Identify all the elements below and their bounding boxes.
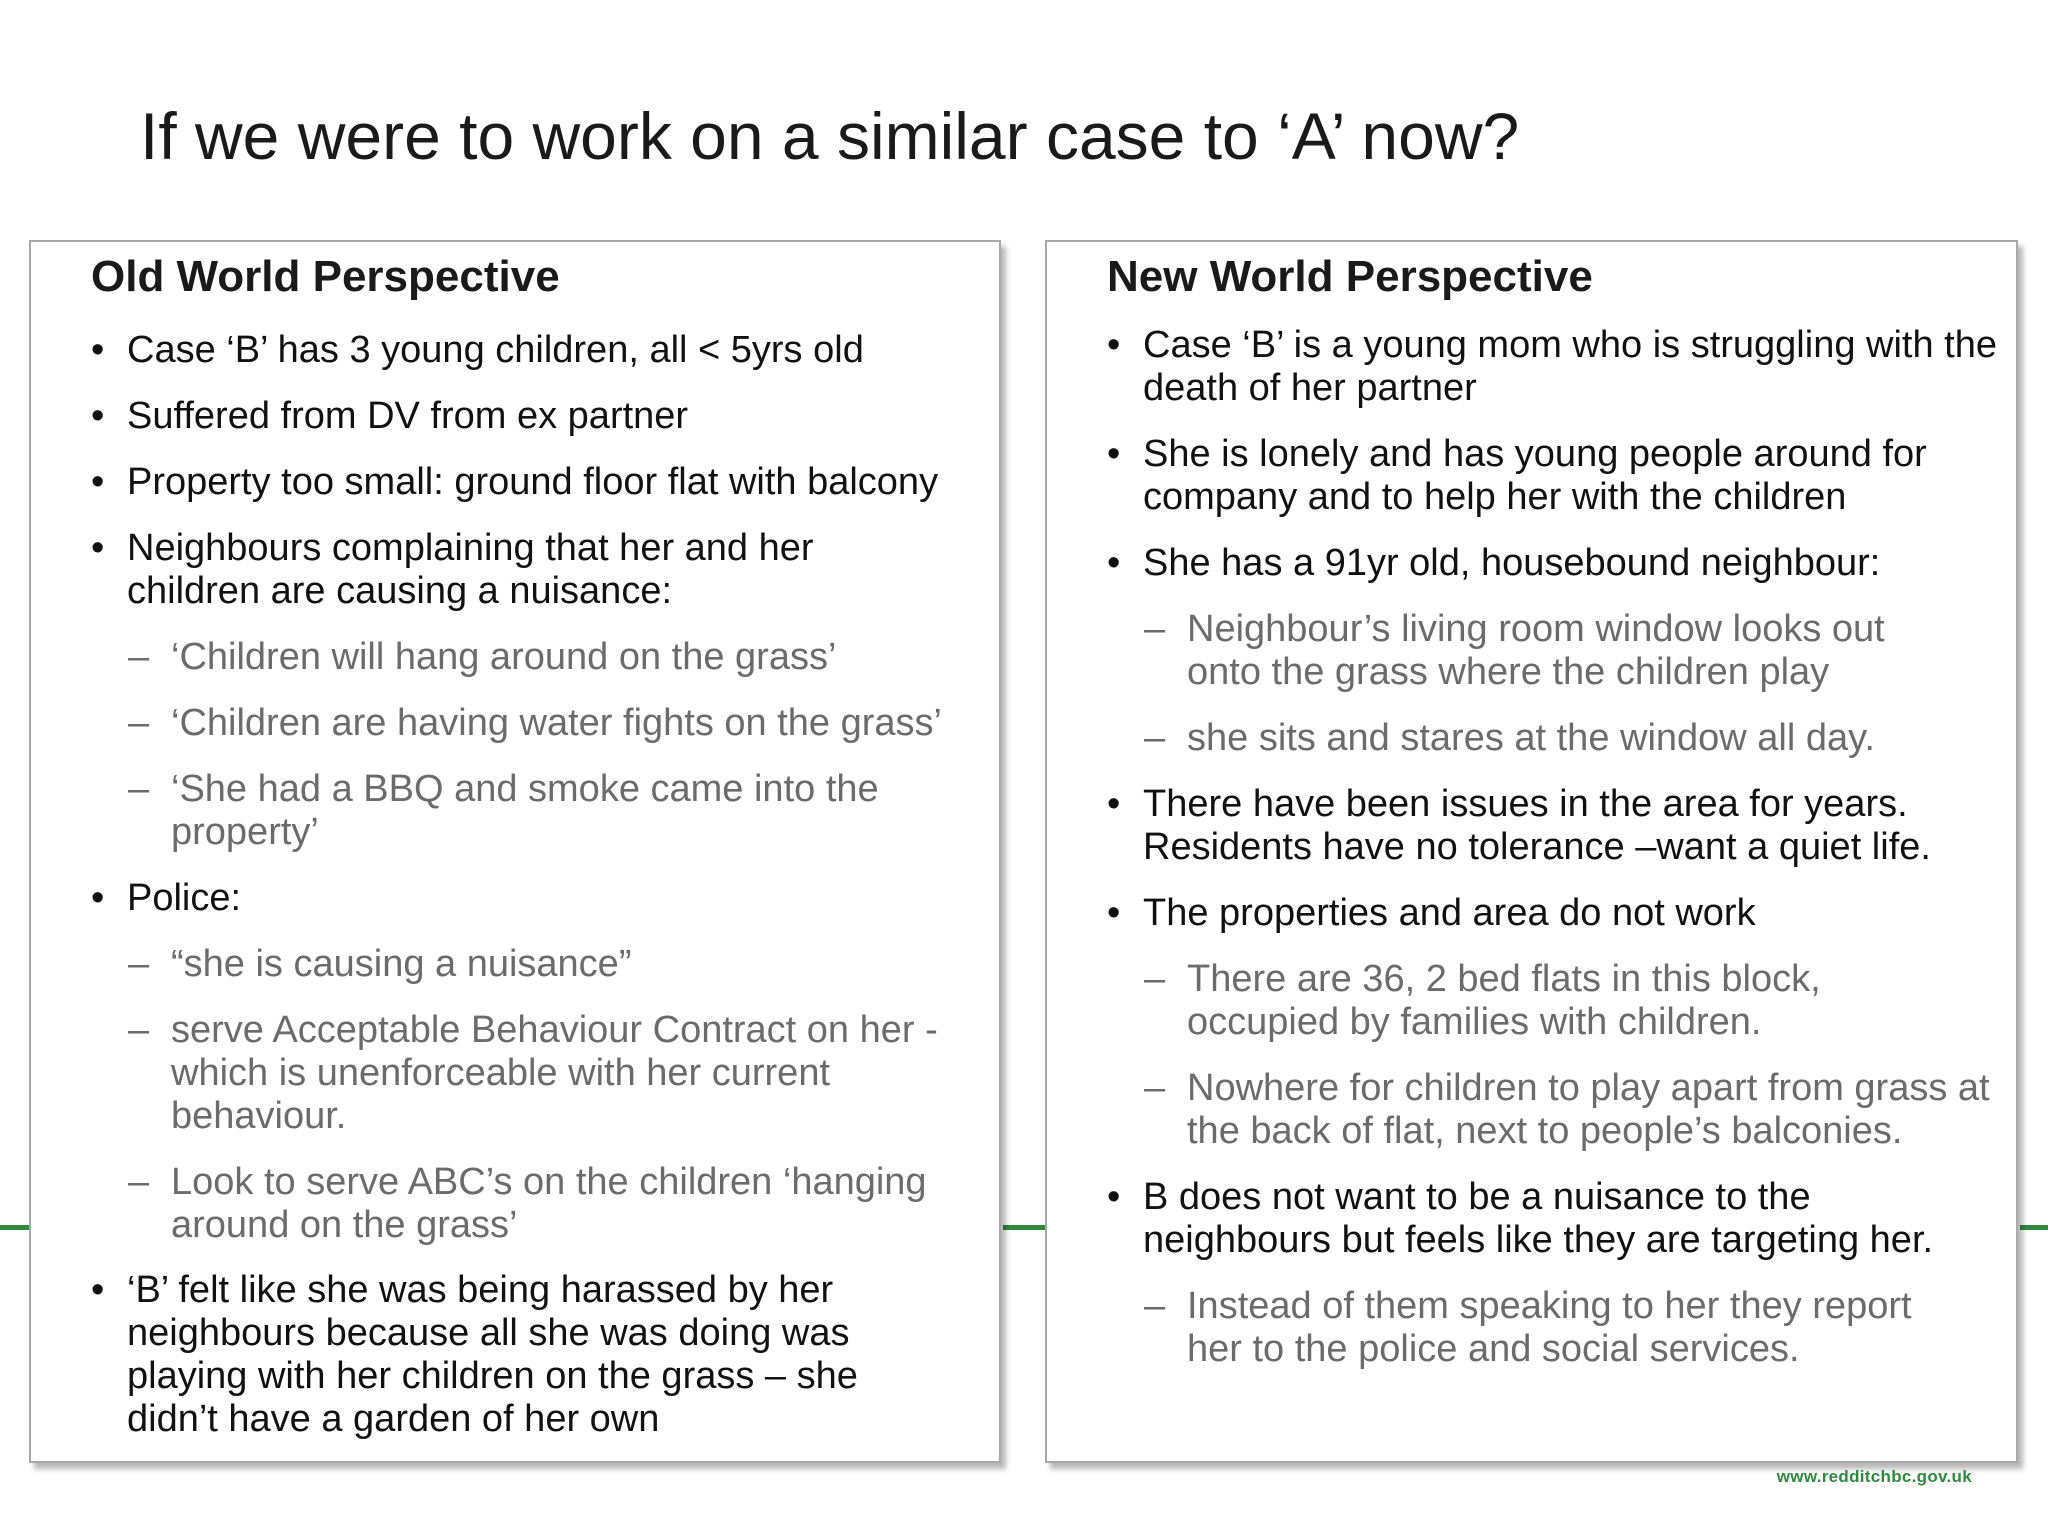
new-bullet-lonely — [1107, 433, 2007, 519]
old-subbullet-text: Look to serve ABC’s on the children ‘hanging around on the grass’ — [171, 1161, 927, 1246]
old-subbullet-abc-children — [128, 1161, 988, 1247]
new-bullet-text: She is lonely and has young people around for company and to help her with the children — [1143, 433, 1927, 518]
old-bullet-dv — [91, 395, 991, 438]
bullet-marker: • — [1107, 433, 1121, 475]
old-subbullet-text: ‘Children will hang around on the grass’ — [171, 636, 837, 678]
bullet-marker: • — [1107, 783, 1121, 825]
old-subbullet-nuisance — [128, 943, 988, 986]
new-bullet-text: Case ‘B’ is a young mom who is struggling with the death of her partner — [1143, 324, 1997, 409]
old-subbullet-text: serve Acceptable Behaviour Contract on her - which is unenforceable with her current behaviour. — [171, 1009, 938, 1137]
new-subbullet-text: There are 36, 2 bed flats in this block, occupied by families with children. — [1187, 958, 1821, 1043]
old-subbullet-bbq — [128, 768, 918, 854]
old-subbullet-hang-around — [128, 636, 988, 679]
old-bullet-children — [91, 329, 991, 372]
dash-marker: – — [128, 702, 150, 744]
old-bullet-text: Property too small: ground floor flat with balcony — [127, 461, 939, 503]
bullet-marker: • — [1107, 542, 1121, 584]
dash-marker: – — [128, 636, 150, 678]
new-bullet-text: There have been issues in the area for years. Residents have no tolerance –want a quiet life. — [1143, 783, 1931, 868]
new-bullet-text: The properties and area do not work — [1143, 892, 1756, 934]
new-bullet-properties — [1107, 892, 2007, 935]
bullet-marker: • — [91, 877, 105, 919]
dash-marker: – — [128, 943, 150, 985]
old-bullet-text: ‘B’ felt like she was being harassed by her neighbours because all she was doing was playing with her children on the grass – she didn’t have a garden of her own — [127, 1269, 858, 1440]
green-divider-right — [2020, 1225, 2048, 1230]
old-subbullet-text: ‘She had a BBQ and smoke came into the property’ — [171, 768, 879, 853]
new-subbullet-stares — [1144, 717, 2004, 760]
bullet-marker: • — [91, 461, 105, 503]
old-bullet-property — [91, 461, 991, 504]
old-subbullet-water-fights — [128, 702, 988, 745]
old-bullet-text: Suffered from DV from ex partner — [127, 395, 689, 437]
new-subbullet-text: Nowhere for children to play apart from grass at the back of flat, next to people’s balconies. — [1187, 1067, 1990, 1152]
dash-marker: – — [1144, 1067, 1166, 1109]
dash-marker: – — [1144, 1285, 1166, 1327]
new-world-panel — [1045, 240, 2018, 1463]
old-bullet-text: Neighbours complaining that her and her children are causing a nuisance: — [127, 527, 814, 612]
old-bullet-text: Case ‘B’ has 3 young children, all < 5yrs old — [127, 329, 864, 371]
new-subbullet-text: she sits and stares at the window all day. — [1187, 717, 1875, 759]
green-divider-middle — [1003, 1225, 1047, 1230]
new-subbullet-flats — [1144, 958, 1884, 1044]
old-bullet-harassed — [91, 1269, 891, 1441]
old-bullet-police — [91, 877, 991, 920]
new-bullet-text: B does not want to be a nuisance to the neighbours but feels like they are targeting her. — [1143, 1176, 1934, 1261]
dash-marker: – — [128, 1009, 150, 1051]
new-bullet-text: She has a 91yr old, housebound neighbour: — [1143, 542, 1881, 584]
old-subbullet-abc-contract — [128, 1009, 948, 1138]
old-world-panel — [29, 240, 1001, 1463]
dash-marker: – — [1144, 958, 1166, 1000]
bullet-marker: • — [1107, 324, 1121, 366]
bullet-marker: • — [1107, 1176, 1121, 1218]
bullet-marker: • — [91, 329, 105, 371]
dash-marker: – — [128, 1161, 150, 1203]
dash-marker: – — [1144, 717, 1166, 759]
new-bullet-b-nuisance — [1107, 1176, 2007, 1262]
new-bullet-issues — [1107, 783, 2007, 869]
old-bullet-neighbours — [91, 527, 821, 613]
new-subbullet-text: Neighbour’s living room window looks out onto the grass where the children play — [1187, 608, 1885, 693]
bullet-marker: • — [91, 395, 105, 437]
new-subbullet-text: Instead of them speaking to her they report her to the police and social services. — [1187, 1285, 1912, 1370]
bullet-marker: • — [91, 527, 105, 569]
old-world-heading: Old World Perspective — [91, 252, 560, 301]
bullet-marker: • — [91, 1269, 105, 1311]
old-subbullet-text: ‘Children are having water fights on the grass’ — [171, 702, 942, 744]
new-subbullet-nowhere — [1144, 1067, 2004, 1153]
green-divider-left — [0, 1225, 31, 1230]
bullet-marker: • — [1107, 892, 1121, 934]
new-subbullet-report — [1144, 1285, 1964, 1371]
new-bullet-young-mom — [1107, 324, 2007, 410]
new-bullet-neighbour — [1107, 542, 2007, 585]
new-world-heading: New World Perspective — [1107, 252, 1593, 301]
dash-marker: – — [1144, 608, 1166, 650]
slide-title: If we were to work on a similar case to ‘A’ now? — [140, 99, 1520, 173]
old-bullet-text: Police: — [127, 877, 242, 919]
old-subbullet-text: “she is causing a nuisance” — [171, 943, 632, 985]
new-subbullet-window — [1144, 608, 1964, 694]
footer-website-url: www.redditchbc.gov.uk — [1776, 1467, 1972, 1486]
dash-marker: – — [128, 768, 150, 810]
